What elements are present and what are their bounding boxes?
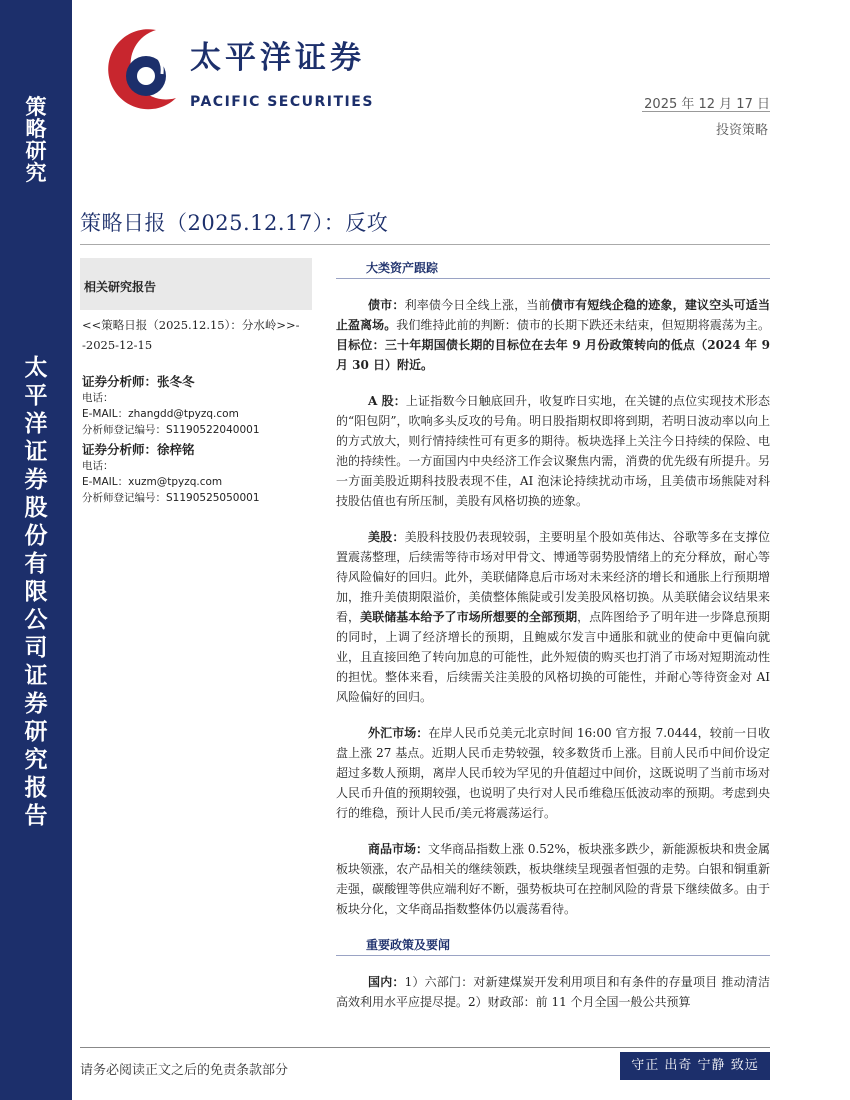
related-report-link[interactable]: <<策略日报（2025.12.15）：分水岭>>--2025-12-15 (82, 318, 300, 352)
left-column (80, 258, 312, 506)
sidebar-char: 股 (24, 494, 48, 521)
sidebar-char: 证 (24, 438, 48, 465)
report-category: 投资策略 (715, 123, 768, 138)
analyst-block (80, 441, 312, 506)
sidebar-char: 洋 (24, 410, 48, 437)
sidebar-char: 平 (24, 382, 48, 409)
analyst-phone: 电话： (82, 460, 114, 472)
sidebar-char: 限 (24, 578, 48, 605)
sidebar-char: 略 (25, 116, 47, 141)
disclaimer-note: 请务必阅读正文之后的免责条款部分 (80, 1063, 289, 1078)
sidebar-char: 太 (24, 354, 48, 381)
analyst-registration: 分析师登记编号：S1190525050001 (82, 492, 260, 504)
company-motto: 守正 出奇 宁静 致远 (620, 1052, 770, 1080)
header-divider (642, 111, 770, 112)
analyst-email[interactable]: E-MAIL：zhangdd@tpyzq.com (82, 408, 239, 420)
sidebar-char: 研 (25, 138, 47, 163)
sidebar (0, 0, 72, 1100)
paragraph-bond: 债市：利率债今日全线上涨，当前债市有短线企稳的迹象，建议空头可适当止盈离场。我们维持此前的判断：债市的长期下跌还未结束，但短期将震荡为主。目标位：三十年期国债长期的目标位在去年 9 月份政策转向的低点（2024 年 9 月 30 日）附近。 (336, 298, 770, 372)
sidebar-char: 究 (24, 746, 48, 773)
sidebar-char: 告 (24, 802, 48, 829)
paragraph-fx: 外汇市场：在岸人民币兑美元北京时间 16:00 官方报 7.0444，较前一日收盘上涨 27 基点。近期人民币走势较强，较多数货币上涨。目前人民币中间价设定超过多数人预期，离岸人民币较为罕见的升值超过中间价，这既说明了当前市场对人民币升值的预期较强，也说明了央行对人民币维稳压低波动率的预期。考虑到央行的维稳，预计人民币/美元将震荡运行。 (336, 726, 770, 820)
sidebar-char: 司 (24, 634, 48, 661)
sidebar-char: 公 (24, 606, 48, 633)
report-date: 2025 年 12 月 17 日 (644, 97, 770, 112)
main-content (336, 258, 770, 1012)
sidebar-char: 报 (24, 774, 48, 801)
logo-english-name: PACIFIC SECURITIES (190, 94, 374, 110)
analyst-registration: 分析师登记编号：S1190522040001 (82, 424, 260, 436)
section-heading-assets: 大类资产跟踪 (336, 258, 770, 279)
sidebar-char: 份 (24, 522, 48, 549)
analyst-block (80, 373, 312, 438)
logo-mark-icon (92, 22, 188, 122)
sidebar-char: 券 (24, 690, 48, 717)
analyst-name: 证券分析师：徐梓铭 (82, 442, 195, 457)
report-title: 策略日报（2025.12.17）：反攻 (80, 211, 389, 235)
sidebar-char: 研 (24, 718, 48, 745)
sidebar-char: 策 (25, 94, 47, 119)
sidebar-company-text (0, 354, 72, 830)
paragraph-us-stocks: 美股：美股科技股仍表现较弱，主要明星个股如英伟达、谷歌等多在支撑位置震荡整理，后续需等待市场对甲骨文、博通等弱势股情绪上的充分释放，耐心等待风险偏好的回归。此外，美联储降息后市场对未来经济的增长和通胀上行预期增加，推升美债期限溢价，美债整体熊陡或引发美股风格切换。从美联储会议结果来看，美联储基本给予了市场所想要的全部预期，点阵图给予了明年进一步降息预期的同时，上调了经济增长的预期，且鲍威尔发言中通胀和就业的使命中更偏向就业，且直接回绝了转向加息的可能性，此外短债的购买也打消了市场对短期流动性的担忧。整体来看，后续需关注美股的风格切换的可能性，并耐心等待资金对 AI 风险偏好的回归。 (336, 530, 770, 704)
section-heading-policy: 重要政策及要闻 (336, 935, 770, 956)
logo-chinese-name: 太平洋证券 (190, 40, 365, 76)
company-logo (92, 22, 374, 122)
sidebar-char: 有 (24, 550, 48, 577)
analyst-email[interactable]: E-MAIL：xuzm@tpyzq.com (82, 476, 223, 488)
paragraph-domestic: 国内：1）六部门：对新建煤炭开发利用项目和有条件的存量项目 推动清洁高效利用水平应提尽提。2）财政部：前 11 个月全国一般公共预算 (336, 975, 770, 1009)
footer-divider (80, 1047, 770, 1048)
analyst-phone: 电话： (82, 392, 114, 404)
paragraph-a-share: A 股：上证指数今日触底回升，收复昨日实地，在关键的点位实现技术形态的“阳包阴”，吹响多头反攻的号角。明日股指期权即将到期，若明日波动率以向上的方式放大，则行情持续性可有更多的期待。板块选择上关注今日持续的保险、电池的持续性。一方面国内中央经济工作会议聚焦内需，消费的优先级有所提升。另一方面美股近期科技股表现不佳，AI 泡沫论持续扰动市场，且美债市场熊陡对科技股估值也有所压制，美股有风格切换的迹象。 (336, 394, 770, 508)
analyst-name: 证券分析师：张冬冬 (82, 374, 195, 389)
sidebar-category-text (0, 96, 72, 184)
sidebar-char: 券 (24, 466, 48, 493)
paragraph-commodity: 商品市场：文华商品指数上涨 0.52%，板块涨多跌少，新能源板块和贵金属板块领涨，农产品相关的继续领跌，板块继续呈现强者恒强的走势。白银和铜重新走强，碳酸锂等供应端利好不断，强势板块可在控制风险的背景下继续做多。由于板块分化，文华商品指数整体仍以震荡看待。 (336, 842, 770, 916)
sidebar-char: 究 (25, 160, 47, 185)
sidebar-char: 证 (24, 662, 48, 689)
title-divider (80, 244, 770, 245)
related-reports-heading: 相关研究报告 (80, 258, 312, 310)
